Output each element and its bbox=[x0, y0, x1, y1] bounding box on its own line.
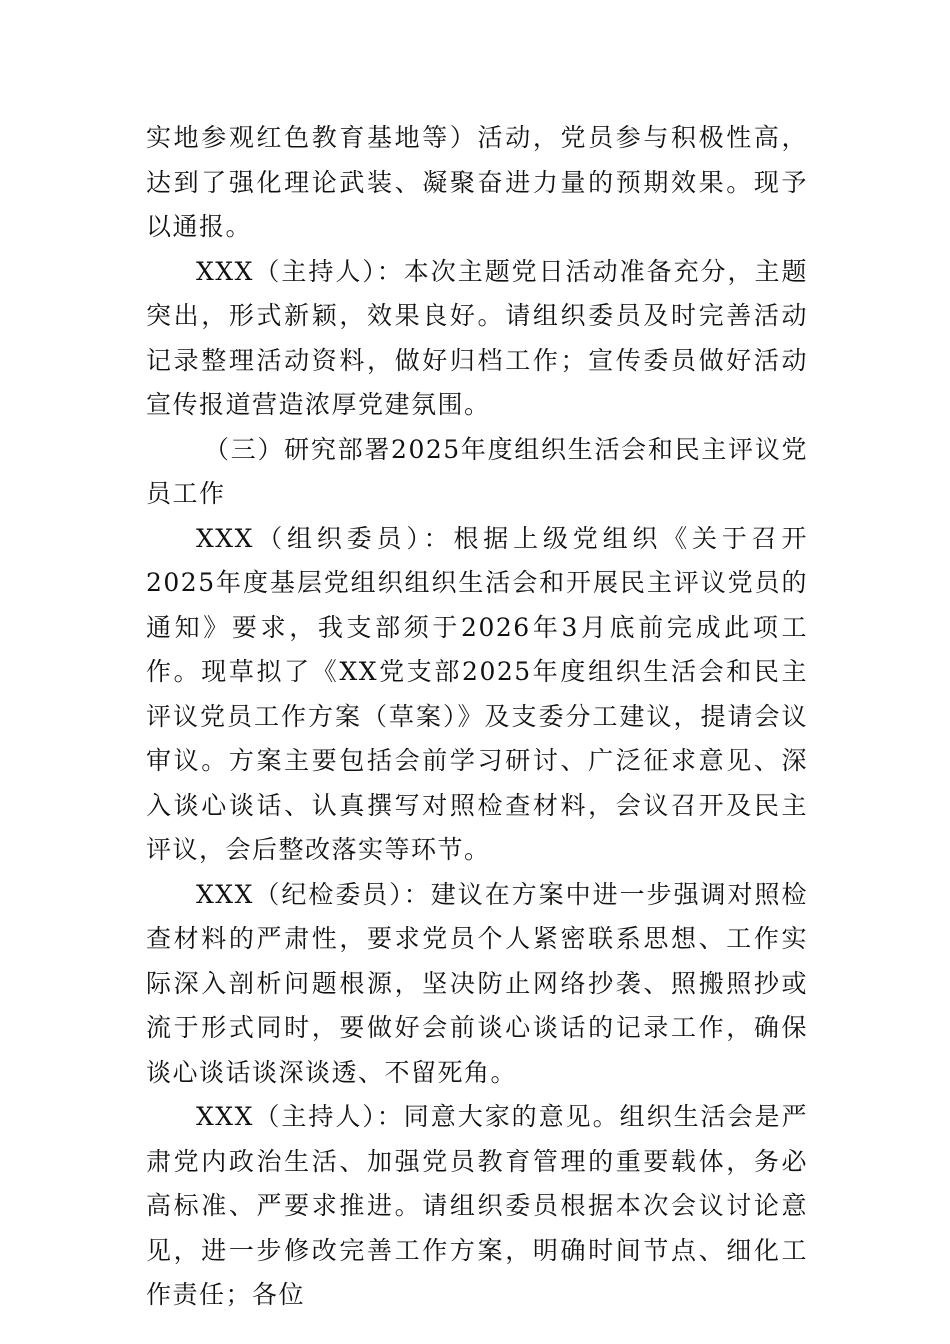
paragraph-discipline-member-remark: XXX（纪检委员）：建议在方案中进一步强调对照检查材料的严肃性，要求党员个人紧密联系思想、工作实际深入剖析问题根源，坚决防止网络抄袭、照搬照抄或流于形式同时，要做好会前谈心谈话的记录工作，确保谈心谈话谈深谈透、不留死角。 bbox=[146, 879, 808, 1087]
document-body bbox=[146, 116, 808, 1318]
paragraph-host-remark: XXX（主持人）：本次主题党日活动准备充分，主题突出，形式新颖，效果良好。请组织委员及时完善活动记录整理活动资料，做好归档工作；宣传委员做好活动宣传报道营造浓厚党建氛围。 bbox=[146, 256, 808, 419]
paragraph-organization-member-remark: XXX（组织委员）：根据上级党组织《关于召开2025年度基层党组织组织生活会和开展民主评议党员的通知》要求，我支部须于2026年3月底前完成此项工作。现草拟了《XX党支部2025年度组织生活会和民主评议党员工作方案（草案）》及支委分工建议，提请会议审议。方案主要包括会前学习研讨、广泛征求意见、深入谈心谈话、认真撰写对照检查材料，会议召开及民主评议，会后整改落实等环节。 bbox=[146, 523, 808, 864]
section-heading: （三）研究部署2025年度组织生活会和民主评议党员工作 bbox=[146, 434, 808, 508]
paragraph-host-closing-remark: XXX（主持人）：同意大家的意见。组织生活会是严肃党内政治生活、加强党员教育管理的重要载体，务必高标准、严要求推进。请组织委员根据本次会议讨论意见，进一步修改完善工作方案，明确时间节点、细化工作责任；各位 bbox=[146, 1102, 808, 1309]
paragraph-continuation: 实地参观红色教育基地等）活动，党员参与积极性高，达到了强化理论武装、凝聚奋进力量的预期效果。现予以通报。 bbox=[146, 123, 808, 241]
